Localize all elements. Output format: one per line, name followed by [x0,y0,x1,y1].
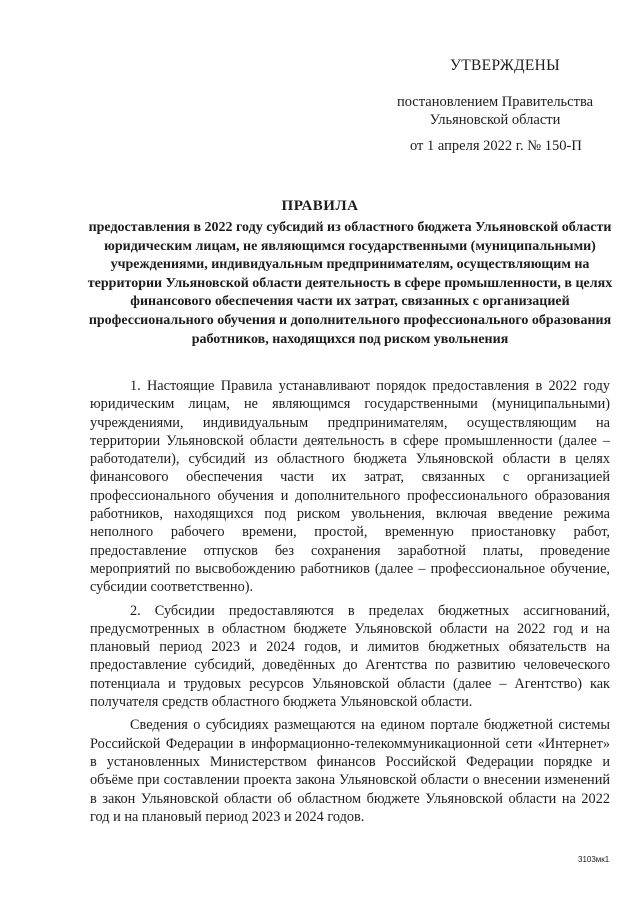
paragraph-3: Сведения о субсидиях размещаются на едином портале бюджетной системы Российской Федерации в информационно-телекоммуникационной сети «Интернет» в установленных Министерством финансов Российской Федерации порядке и объёме при составлении проекта закона Ульяновской области о внесении изменений в закон Ульяновской области об областном бюджете Ульяновской области на 2022 год и на плановый период 2023 и 2024 годов. [90,717,610,825]
footer-doc-code: 3103мк1 [578,855,610,864]
paragraph-1: 1. Настоящие Правила устанавливают порядок предоставления в 2022 году юридическим лицам, не являющимся государственными (муниципальными) учреждениями, индивидуальным предпринимателям, осуществляющим на территории Ульяновской области деятельность в сфере промышленности (далее – работодатели), субсидий из областного бюджета Ульяновской области в целях финансового обеспечения части их затрат, связанных с организацией профессионального обучения и дополнительного профессионального образования работников, находящихся под риском увольнения, включая введение режима неполного рабочего времени, простой, временную приостановку работ, предоставление отпусков без сохранения заработной платы, проведение мероприятий по высвобождению работников (далее – профессиональное обучение, субсидии соответственно). [90,378,610,596]
approved-stamp-heading: УТВЕРЖДЕНЫ [450,57,560,74]
decree-reference [380,93,610,129]
document-title: ПРАВИЛА [281,198,359,214]
document-subtitle: предоставления в 2022 году субсидий из областного бюджета Ульяновской области юридическим лицам, не являющимся государственными (муниципальными) учреждениями, индивидуальным предпринимателям, осуществляющим на территории Ульяновской области деятельность в сфере промышленности, в целях финансового обеспечения части их затрат, связанных с организацией профессионального обучения и дополнительного профессионального образования работников, находящихся под риском увольнения [87,220,613,347]
decree-date: от 1 апреля 2022 г. № 150-П [410,138,582,154]
decree-line-1: постановлением Правительства [396,94,594,110]
paragraph-2: 2. Субсидии предоставляются в пределах бюджетных ассигнований, предусмотренных в областном бюджете Ульяновской области на 2022 год и на плановый период 2023 и 2024 годов, и лимитов бюджетных обязательств на предоставление субсидий, доведённых до Агентства по развитию человеческого потенциала и трудовых ресурсов Ульяновской области (далее – Агентство) как получателя средств областного бюджета Ульяновской области. [90,602,610,711]
decree-line-2: Ульяновской области [429,112,561,128]
document-body [90,377,610,831]
